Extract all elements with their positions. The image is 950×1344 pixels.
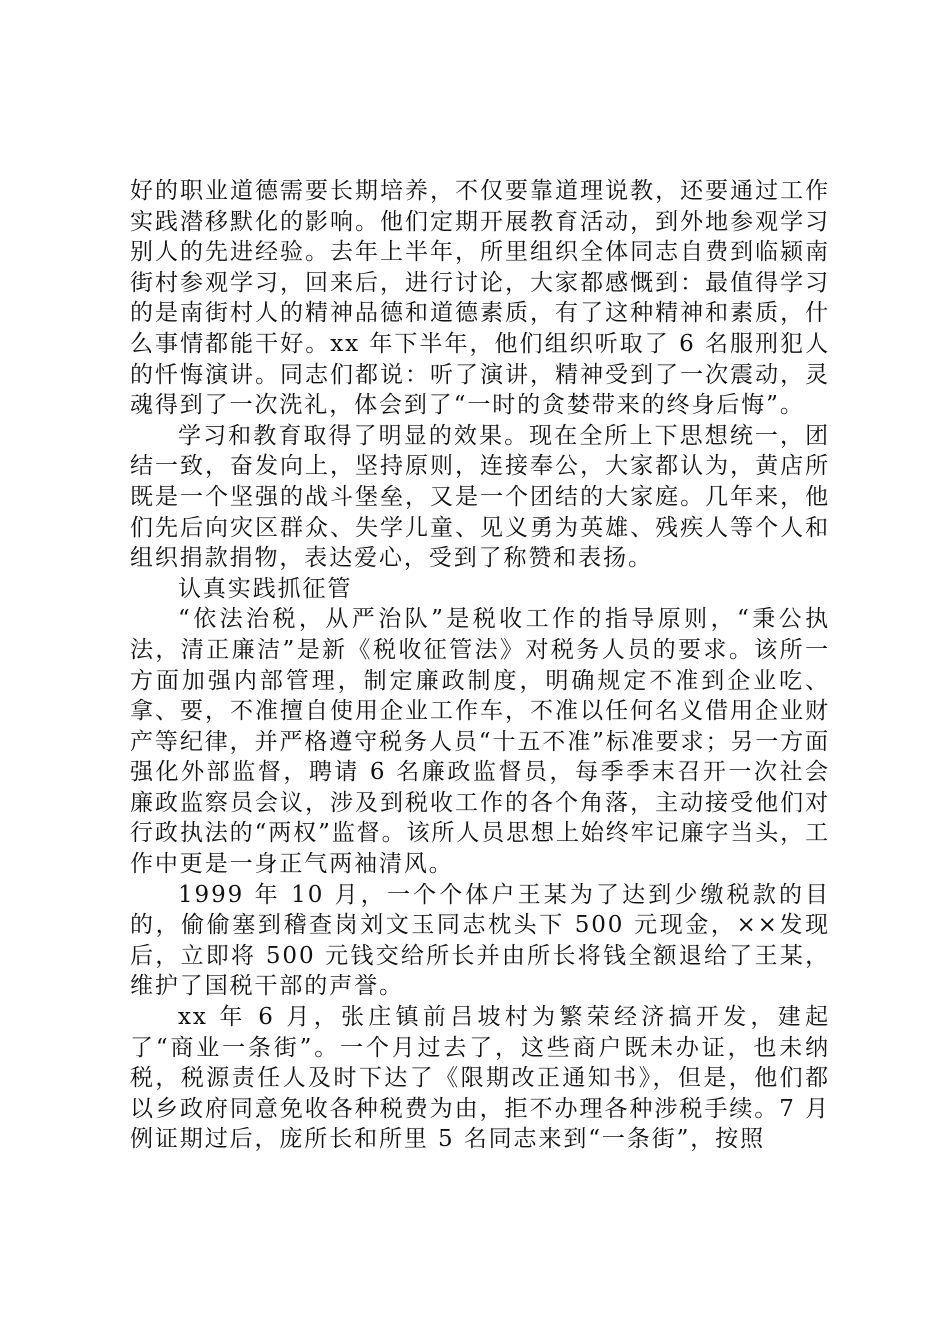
paragraph-learning-results: 学习和教育取得了明显的效果。现在全所上下思想统一，团结一致，奋发向上，坚持原则，连接奉公，大家都认为，黄店所既是一个坚强的战斗堡垒，又是一个团结的大家庭。几年来，他们先后向灾区群众、失学儿童、见义勇为英雄、残疾人等个人和组织捐款捐物，表达爱心，受到了称赞和表扬。 [130, 422, 830, 572]
paragraph-bribe-refusal: 1999 年 10 月，一个个体户王某为了达到少缴税款的目的，偷偷塞到稽查岗刘文玉同志枕头下 500 元现金，××发现后，立即将 500 元钱交给所长并由所长将钱全额退给了王某，维护了国税干部的声誉。 [130, 881, 830, 1000]
document-body [130, 176, 830, 1155]
section-heading-tax-collection: 认真实践抓征管 [178, 575, 353, 602]
paragraph-education-activities: 好的职业道德需要长期培养，不仅要靠道理说教，还要通过工作实践潜移默化的影响。他们定期开展教育活动，到外地参观学习别人的先进经验。去年上半年，所里组织全体同志自费到临颍南街村参观学习，回来后，进行讨论，大家都感慨到：最值得学习的是南街村人的精神品德和道德素质，有了这种精神和素质，什么事情都能干好。xx 年下半年，他们组织听取了 6 名服刑犯人的忏悔演讲。同志们都说：听了演讲，精神受到了一次震动，灵魂得到了一次洗礼，体会到了“一时的贪婪带来的终身后悔”。 [130, 178, 830, 419]
paragraph-clean-governance: “依法治税，从严治队”是税收工作的指导原则，“秉公执法，清正廉洁”是新《税收征管法》对税务人员的要求。该所一方面加强内部管理，制定廉政制度，明确规定不准到企业吃、拿、要，不准擅自使用企业工作车，不准以任何名义借用企业财产等纪律，并严格遵守税务人员“十五不准”标准要求；另一方面强化外部监督，聘请 6 名廉政监督员，每季季末召开一次社会廉政监察员会议，涉及到税收工作的各个角落，主动接受他们对行政执法的“两权”监督。该所人员思想上始终牢记廉字当头，工作中更是一身正气两袖清风。 [130, 606, 830, 878]
paragraph-commercial-street: xx 年 6 月，张庄镇前吕坡村为繁荣经济搞开发，建起了“商业一条街”。一个月过去了，这些商户既未办证，也未纳税，税源责任人及时下达了《限期改正通知书》，但是，他们都以乡政府同意免收各种税费为由，拒不办理各种涉税手续。7 月例证期过后，庞所长和所里 5 名同志来到“一条街”，按照 [130, 1004, 830, 1153]
